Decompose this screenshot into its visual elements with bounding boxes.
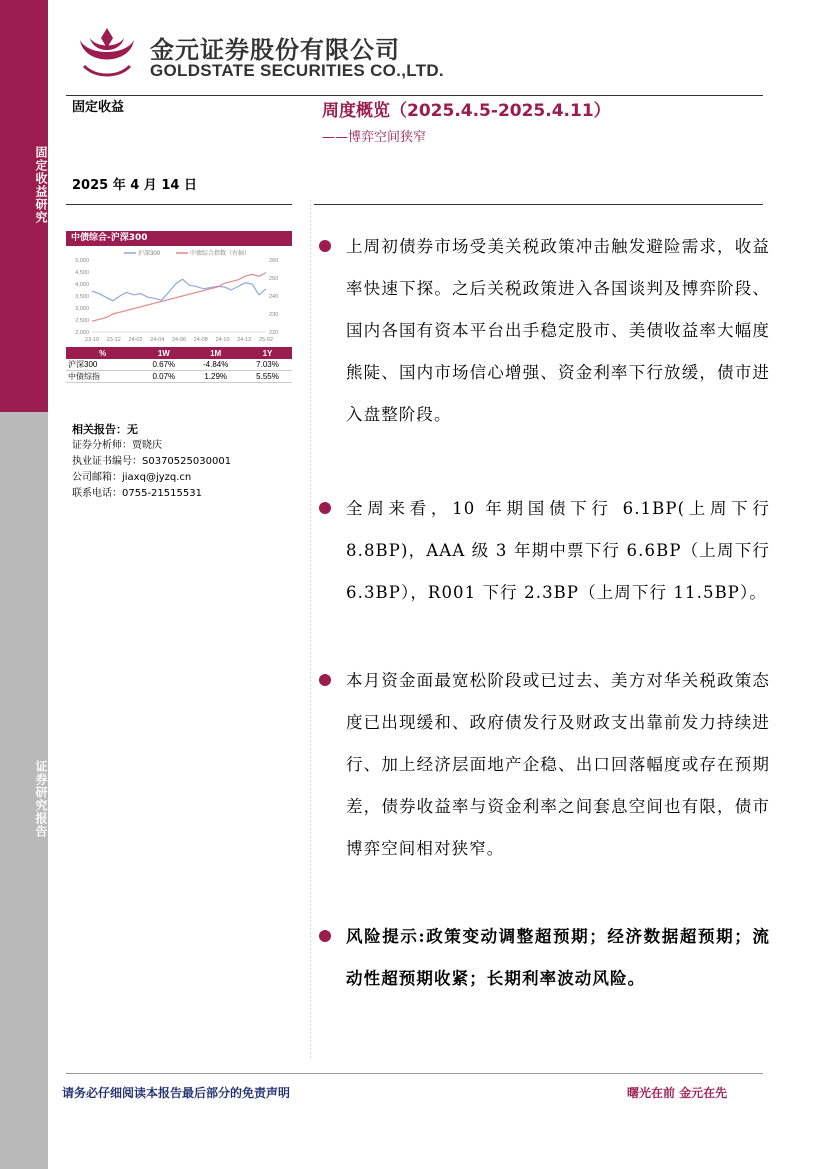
table-cell: 7.03% [243, 359, 292, 371]
y-right-tick-label: 220 [269, 330, 279, 336]
series-line-hs300 [92, 279, 266, 301]
bullet-text: 上周初债券市场受美关税政策冲击触发避险需求，收益率快速下探。之后关税政策进入各国谈判及博弈阶段、国内各国有资本平台出手稳定股市、美债收益率大幅度熊陡、国内市场信心增强、资金利率下行放缓，债市进入盘整阶段。 [346, 237, 770, 424]
list-item [312, 660, 770, 870]
y-left-tick-label: 2,500 [75, 318, 89, 324]
sidebar-label-bottom: 证券研究报告 [34, 760, 48, 838]
table-cell: 1.29% [188, 371, 243, 383]
table-cell: 0.67% [139, 359, 188, 371]
legend-label: 中债综合指数（右轴） [190, 251, 251, 257]
x-tick-label: 24-12 [237, 337, 252, 343]
list-item [312, 916, 770, 1000]
bullet-text: 本月资金面最宽松阶段或已过去、美方对华关税政策态度已出现缓和、政府债发行及财政支出靠前发力持续进行、加上经济层面地产企稳、出口回落幅度或存在预期差，债券收益率与资金利率之间套息空间也有限，债市博弈空间相对狭窄。 [346, 671, 770, 858]
table-cell: -4.84% [188, 359, 243, 371]
y-left-tick-label: 5,000 [75, 258, 89, 264]
bullet-text: 全周来看，10 年期国债下行 6.1BP(上周下行 8.8BP)，AAA 级 3 年期中票下行 6.6BP（上周下行 6.3BP），R001 下行 2.3BP（上周下行 11.5BP）。 [346, 499, 770, 602]
y-right-tick-label: 240 [269, 294, 279, 300]
table-cell: 0.07% [139, 371, 188, 383]
x-tick-label: 23-12 [106, 337, 121, 343]
y-left-tick-label: 3,000 [75, 306, 89, 312]
table-header-cell: 1Y [243, 347, 292, 359]
y-left-tick-label: 2,000 [75, 330, 89, 336]
column-divider [310, 200, 311, 1060]
list-item [312, 488, 770, 614]
chart-title: 中债综合-沪深300 [66, 231, 292, 246]
table-row [66, 371, 292, 383]
table-header-cell: 1M [188, 347, 243, 359]
report-date: 2025 年 4 月 14 日 [72, 178, 197, 193]
table-cell: 5.55% [243, 371, 292, 383]
brand-name-cn: 金元证券股份有限公司 [150, 36, 400, 64]
x-tick-label: 24-06 [171, 337, 187, 343]
y-left-tick-label: 3,500 [75, 294, 89, 300]
report-category: 固定收益 [72, 100, 125, 115]
x-tick-label: 24-10 [215, 337, 230, 343]
bullet-dot-icon [319, 930, 331, 942]
key-points [312, 226, 770, 988]
line-chart [66, 246, 292, 347]
bullet-dot-icon [319, 240, 331, 252]
left-rule [66, 204, 292, 205]
bullet-dot-icon [319, 674, 331, 686]
x-tick-label: 24-02 [128, 337, 143, 343]
y-right-tick-label: 250 [269, 276, 279, 282]
table-cell: 中债综指 [66, 371, 139, 383]
brand-logo-icon [76, 26, 138, 78]
legend-label: 沪深300 [138, 251, 161, 257]
x-tick-label: 23-10 [84, 337, 100, 343]
related-reports: 相关报告：无 [72, 423, 138, 436]
analyst-name: 证券分析师：贾晓庆 [72, 440, 162, 451]
table-header-row [66, 347, 292, 359]
table-header-cell: % [66, 347, 139, 359]
analyst-phone: 联系电话：0755-21515531 [72, 488, 202, 499]
market-chart [66, 231, 292, 386]
footer-slogan: 曙光在前 金元在先 [627, 1086, 728, 1100]
y-right-tick-label: 260 [269, 258, 279, 264]
analyst-info [72, 422, 231, 502]
report-title: 周度概览（2025.4.5-2025.4.11） [322, 101, 611, 121]
x-tick-label: 24-08 [193, 337, 208, 343]
table-row [66, 359, 292, 371]
y-left-tick-label: 4,000 [75, 282, 89, 288]
sidebar-label-top: 固定收益研究 [34, 146, 48, 224]
bullet-dot-icon [319, 502, 331, 514]
list-item [312, 226, 770, 436]
report-subtitle: ——博弈空间狭窄 [322, 130, 427, 145]
table-cell: 沪深300 [66, 359, 139, 371]
footer-rule [66, 1073, 763, 1074]
table-header-cell: 1W [139, 347, 188, 359]
brand-name-en: GOLDSTATE SECURITIES CO.,LTD. [150, 61, 444, 80]
y-right-tick-label: 230 [269, 312, 279, 318]
certificate-number: 执业证书编号：S0370525030001 [72, 456, 232, 467]
y-left-tick-label: 4,500 [75, 270, 89, 276]
right-rule [314, 204, 763, 205]
footer-disclaimer: 请务必仔细阅读本报告最后部分的免责声明 [62, 1086, 291, 1100]
bullet-text: 风险提示:政策变动调整超预期；经济数据超预期；流动性超预期收紧；长期利率波动风险。 [346, 927, 770, 988]
x-tick-label: 24-04 [150, 337, 165, 343]
performance-table [66, 347, 292, 383]
analyst-email: 公司邮箱：jiaxq@jyzq.cn [72, 472, 192, 483]
x-tick-label: 25-02 [258, 337, 274, 343]
